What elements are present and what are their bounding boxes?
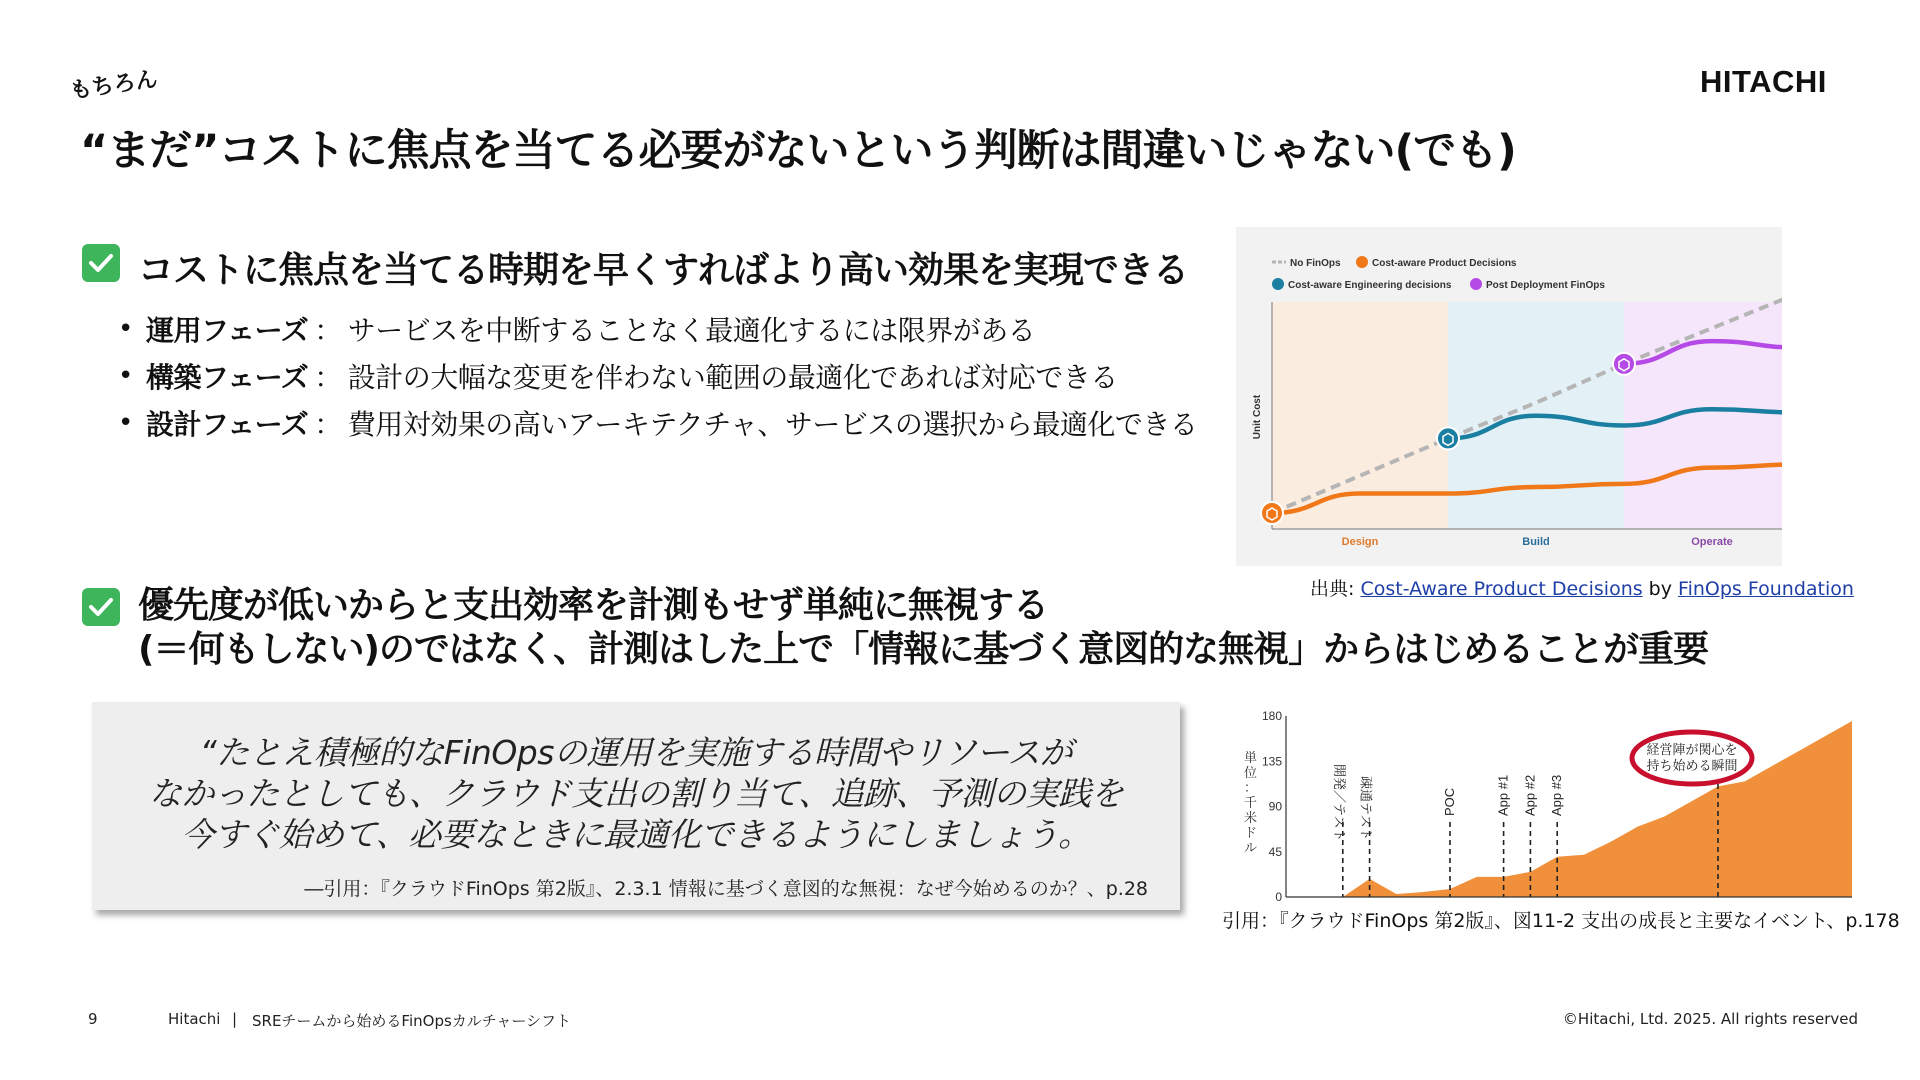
quote-line: なかったとしても、クラウド支出の割り当て、追跡、予測の実践を bbox=[148, 774, 1124, 813]
footer-company: Hitachi bbox=[168, 1010, 221, 1028]
source-link-foundation[interactable]: FinOps Foundation bbox=[1678, 578, 1854, 600]
y-tick-label: 90 bbox=[1268, 799, 1282, 814]
event-label: App #2 bbox=[1522, 774, 1538, 816]
x-tick-label: Design bbox=[1341, 536, 1379, 548]
bullet-icon: • bbox=[118, 360, 133, 391]
source-link-article[interactable]: Cost-Aware Product Decisions bbox=[1360, 578, 1643, 600]
list-item bbox=[118, 352, 1197, 399]
separator: ： bbox=[314, 360, 342, 394]
phase-term: 設計フェーズ bbox=[146, 407, 309, 441]
annotation-text: 経営陣が関心を bbox=[1646, 742, 1738, 757]
y-axis-label bbox=[1244, 750, 1257, 855]
x-tick-label: Operate bbox=[1691, 536, 1733, 548]
phase-list bbox=[118, 305, 1197, 446]
legend-swatch-product bbox=[1356, 256, 1368, 268]
separator: ： bbox=[314, 407, 342, 441]
checkmark-icon bbox=[82, 588, 120, 626]
spend-growth-chart-svg bbox=[1230, 706, 1860, 906]
section1-heading: コストに焦点を当てる時期を早くすればより高い効果を実現できる bbox=[138, 250, 1189, 291]
legend-swatch-post-deploy bbox=[1470, 278, 1482, 290]
list-item bbox=[118, 399, 1197, 446]
quote-text bbox=[92, 732, 1180, 855]
hitachi-logo: HITACHI bbox=[1700, 64, 1827, 99]
event-label: App #1 bbox=[1495, 774, 1511, 816]
separator: ： bbox=[314, 313, 342, 347]
chart2-citation: 引用：『クラウドFinOps 第2版』、図11-2 支出の成長と主要なイベント、p.178 bbox=[1222, 910, 1900, 932]
legend-label: Post Deployment FinOps bbox=[1486, 280, 1605, 291]
y-tick-label: 45 bbox=[1268, 844, 1282, 859]
x-tick-label: Build bbox=[1522, 536, 1550, 548]
y-tick-label: 180 bbox=[1261, 709, 1282, 723]
quote-box bbox=[92, 702, 1180, 910]
bullet-icon: • bbox=[118, 313, 133, 344]
legend-swatch-engineering bbox=[1272, 278, 1284, 290]
bullet-icon: • bbox=[118, 407, 133, 438]
y-tick-label: 0 bbox=[1275, 890, 1282, 904]
phase-term: 運用フェーズ bbox=[146, 313, 309, 347]
source-by: by bbox=[1642, 578, 1679, 600]
phase-text: サービスを中断することなく最適化するには限界がある bbox=[347, 313, 1036, 347]
legend-label: Cost-aware Engineering decisions bbox=[1288, 280, 1452, 291]
annotation-text: 持ち始める瞬間 bbox=[1646, 758, 1738, 773]
svg-text:単位：千米ドル: 単位：千米ドル bbox=[1244, 750, 1258, 855]
quote-citation: ―引用：『クラウドFinOps 第2版』、2.3.1 情報に基づく意図的な無視：なぜ今始めるのか？、p.28 bbox=[304, 878, 1148, 900]
phase-text: 設計の大幅な変更を伴わない範囲の最適化であれば対応できる bbox=[347, 360, 1118, 394]
legend-label: Cost-aware Product Decisions bbox=[1372, 258, 1517, 269]
checkmark-icon bbox=[82, 244, 120, 282]
unit-cost-chart bbox=[1236, 227, 1782, 566]
source-prefix: 出典: bbox=[1310, 578, 1361, 600]
spend-growth-chart bbox=[1230, 706, 1860, 906]
quote-line: “たとえ積極的なFinOpsの運用を実施する時間やリソースが bbox=[199, 733, 1073, 772]
event-label: 開発／テスト bbox=[1331, 764, 1347, 842]
unit-cost-chart-svg bbox=[1236, 227, 1782, 566]
footer-deck-title: SREチームから始めるFinOpsカルチャーシフト bbox=[252, 1012, 572, 1030]
phase-term: 構築フェーズ bbox=[146, 360, 309, 394]
y-axis-label: Unit Cost bbox=[1252, 394, 1263, 440]
section2-line1: 優先度が低いからと支出効率を計測もせず単純に無視する bbox=[138, 585, 1049, 626]
legend-label: No FinOps bbox=[1290, 258, 1341, 269]
section2-line2: (＝何もしない)のではなく、計測はした上で「情報に基づく意図的な無視」からはじめることが重要 bbox=[138, 629, 1709, 670]
spend-area bbox=[1316, 721, 1852, 897]
footer-divider: | bbox=[232, 1010, 238, 1028]
page-title: “まだ”コストに焦点を当てる必要がないという判断は間違いじゃない(でも) bbox=[80, 126, 1516, 176]
section2-heading bbox=[138, 584, 1708, 672]
list-item bbox=[118, 305, 1197, 352]
y-tick-label: 135 bbox=[1261, 754, 1282, 769]
event-label: POC bbox=[1442, 787, 1457, 816]
quote-line: 今すぐ始めて、必要なときに最適化できるようにしましょう。 bbox=[181, 815, 1091, 854]
event-label: 疎通テスト bbox=[1358, 776, 1374, 841]
event-label: App #3 bbox=[1549, 774, 1565, 816]
kicker-text: もちろん bbox=[68, 67, 160, 105]
footer-copyright: ©Hitachi, Ltd. 2025. All rights reserved bbox=[1562, 1010, 1858, 1028]
operate-phase-band bbox=[1624, 302, 1782, 529]
page-number: 9 bbox=[88, 1010, 98, 1028]
phase-text: 費用対効果の高いアーキテクチャ、サービスの選択から最適化できる bbox=[347, 407, 1198, 441]
